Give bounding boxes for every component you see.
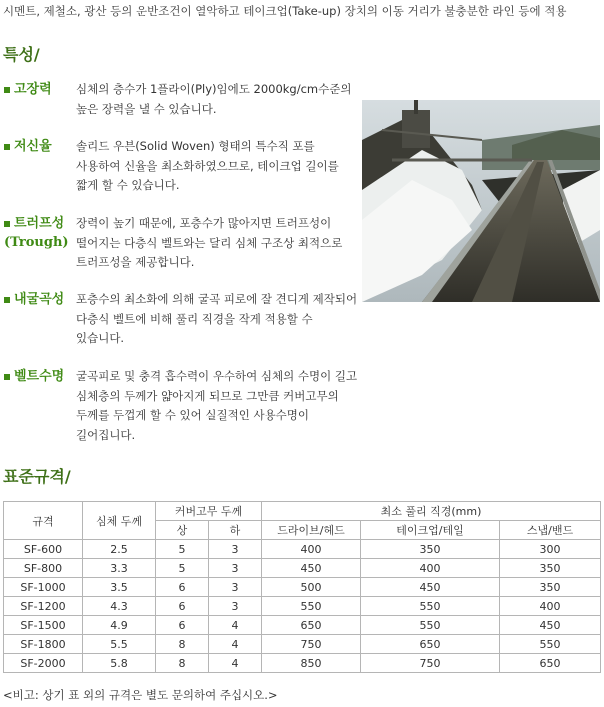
cell-drive: 750	[262, 635, 361, 654]
bullet-icon	[4, 144, 10, 150]
cell-drive: 650	[262, 616, 361, 635]
cell-thickness: 3.3	[83, 559, 156, 578]
spec-table	[3, 501, 601, 673]
cell-snub: 450	[500, 616, 601, 635]
cell-cover-top: 5	[156, 559, 209, 578]
cell-drive: 450	[262, 559, 361, 578]
header-spec: 규격	[4, 502, 83, 540]
feature-label: 벨트수명	[14, 369, 65, 384]
cell-takeup: 550	[361, 597, 500, 616]
header-pulley: 최소 풀리 직경(mm)	[262, 502, 601, 521]
cell-cover-bottom: 4	[209, 616, 262, 635]
header-cover-bottom: 하	[209, 521, 262, 540]
cell-takeup: 650	[361, 635, 500, 654]
cell-cover-bottom: 4	[209, 635, 262, 654]
header-cover: 커버고무 두께	[156, 502, 262, 521]
cell-cover-bottom: 4	[209, 654, 262, 673]
cell-cover-top: 8	[156, 654, 209, 673]
cell-spec: SF-1800	[4, 635, 83, 654]
cell-takeup: 550	[361, 616, 500, 635]
table-row	[4, 654, 601, 673]
cell-spec: SF-800	[4, 559, 83, 578]
bullet-icon	[4, 87, 10, 93]
header-thickness: 심체 두께	[83, 502, 156, 540]
cell-snub: 550	[500, 635, 601, 654]
conveyor-scene-image	[362, 100, 600, 302]
cell-takeup: 400	[361, 559, 500, 578]
cell-cover-bottom: 3	[209, 578, 262, 597]
cell-drive: 400	[262, 540, 361, 559]
cell-drive: 500	[262, 578, 361, 597]
cell-thickness: 4.3	[83, 597, 156, 616]
cell-thickness: 2.5	[83, 540, 156, 559]
feature-label: 트러프성	[14, 216, 65, 231]
cell-spec: SF-1500	[4, 616, 83, 635]
spec-title: 표준규격/	[3, 467, 71, 486]
cell-cover-top: 5	[156, 540, 209, 559]
cell-thickness: 5.5	[83, 635, 156, 654]
cell-snub: 350	[500, 578, 601, 597]
cell-thickness: 3.5	[83, 578, 156, 597]
cell-spec: SF-600	[4, 540, 83, 559]
feature-text: 심체의 층수가 1플라이(Ply)임에도 2000kg/cm수준의 높은 장력을 낼 수 있습니다.	[76, 82, 352, 116]
cell-snub: 300	[500, 540, 601, 559]
feature-label-sub: (Trough)	[4, 235, 69, 250]
cell-cover-top: 8	[156, 635, 209, 654]
cell-snub: 650	[500, 654, 601, 673]
table-row	[4, 597, 601, 616]
feature-label: 내굴곡성	[14, 292, 65, 307]
cell-cover-bottom: 3	[209, 597, 262, 616]
bullet-icon	[4, 297, 10, 303]
cell-takeup: 750	[361, 654, 500, 673]
cell-spec: SF-1000	[4, 578, 83, 597]
features-title: 특성/	[3, 45, 40, 64]
bullet-icon	[4, 374, 10, 380]
feature-label: 저신율	[14, 139, 52, 154]
header-cover-top: 상	[156, 521, 209, 540]
feature-text: 굴곡피로 및 충격 흡수력이 우수하여 심체의 수명이 길고 심체층의 두께가 얇아지게 되므로 그만큼 커버고무의 두께를 두껍게 할 수 있어 실질적인 사용수명이 길어집니다.	[76, 369, 358, 442]
feature-label: 고장력	[14, 82, 52, 97]
cell-takeup: 450	[361, 578, 500, 597]
cell-snub: 350	[500, 559, 601, 578]
cell-snub: 400	[500, 597, 601, 616]
cell-cover-top: 6	[156, 578, 209, 597]
conveyor-belt-photo	[362, 100, 600, 302]
cell-spec: SF-2000	[4, 654, 83, 673]
header-takeup: 테이크업/테일	[361, 521, 500, 540]
cell-takeup: 350	[361, 540, 500, 559]
bullet-icon	[4, 221, 10, 227]
table-note: <비고: 상기 표 외의 규격은 별도 문의하여 주십시오.>	[3, 688, 278, 702]
table-row	[4, 635, 601, 654]
table-row	[4, 540, 601, 559]
intro-text: 시멘트, 제철소, 광산 등의 운반조건이 열악하고 테이크업(Take-up) 장치의 이동 거리가 불충분한 라인 등에 적용	[3, 4, 567, 18]
cell-cover-bottom: 3	[209, 559, 262, 578]
cell-thickness: 5.8	[83, 654, 156, 673]
table-row	[4, 578, 601, 597]
cell-cover-top: 6	[156, 597, 209, 616]
table-row	[4, 559, 601, 578]
cell-spec: SF-1200	[4, 597, 83, 616]
cell-drive: 550	[262, 597, 361, 616]
cell-drive: 850	[262, 654, 361, 673]
feature-text: 장력이 높기 때문에, 포층수가 많아지면 트러프성이 떨어지는 다층식 벨트와는 달리 심체 구조상 최적으로 트러프성을 제공합니다.	[76, 216, 343, 269]
cell-cover-top: 6	[156, 616, 209, 635]
cell-thickness: 4.9	[83, 616, 156, 635]
header-snub: 스냅/밴드	[500, 521, 601, 540]
feature-text: 솔리드 우븐(Solid Woven) 형태의 특수직 포를 사용하여 신율을 최소화하였으므로, 테이크업 길이를 짧게 할 수 있습니다.	[76, 139, 339, 192]
cell-cover-bottom: 3	[209, 540, 262, 559]
feature-text: 포층수의 최소화에 의해 굴곡 피로에 잘 견디게 제작되어 다층식 벨트에 비해 풀리 직경을 작게 적용할 수 있습니다.	[76, 292, 358, 345]
header-drive: 드라이브/헤드	[262, 521, 361, 540]
table-row	[4, 616, 601, 635]
